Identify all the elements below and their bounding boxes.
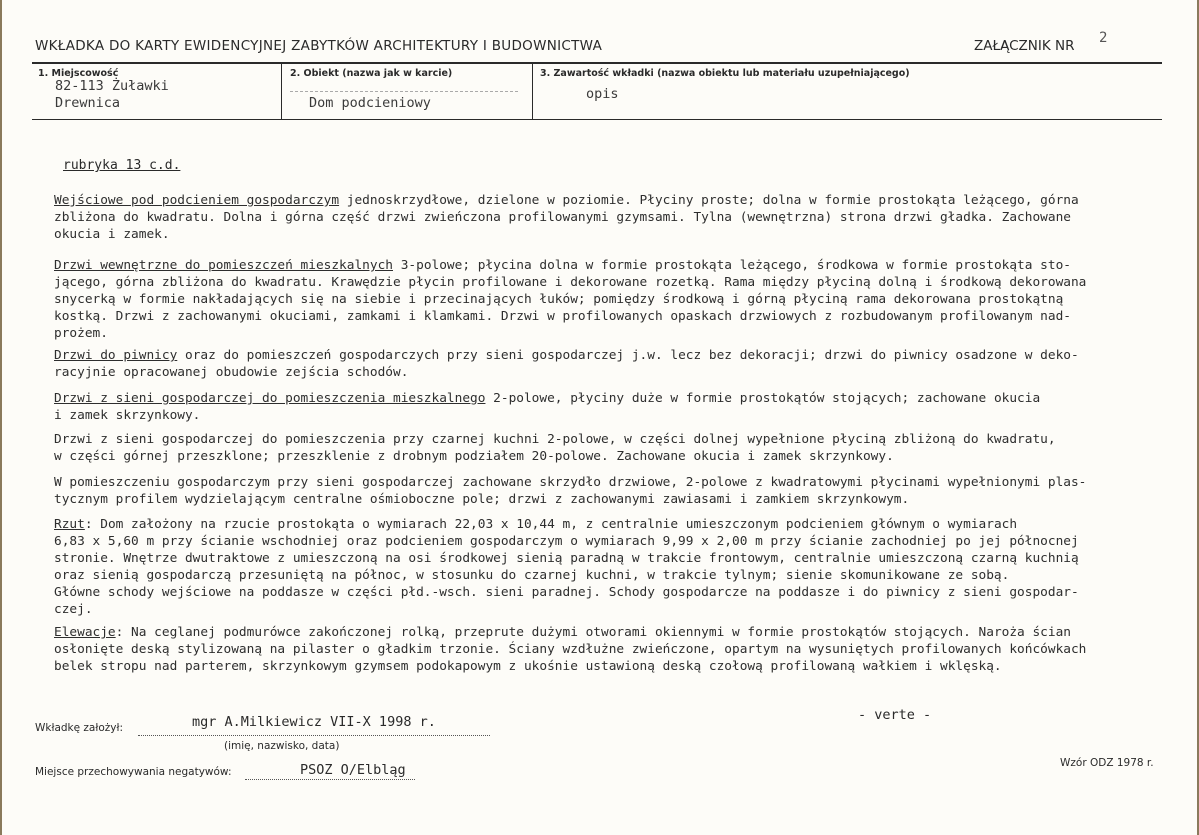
locality-line2: Drewnica — [55, 95, 121, 111]
paragraph-line: zbliżona do kwadratu. Dolna i górna część drzwi zwieńczona profilowanymi gzymsami. Tylna (wewnętrzna) strona drzwi gładka. Zachowane — [54, 210, 1071, 225]
paragraph-line: czej. — [54, 602, 93, 617]
column-divider-2 — [532, 64, 533, 120]
paragraph-line: 6,83 x 5,60 m przy ścianie wschodniej oraz podcieniem gospodarczym o wymiarach 9,99 x 2,00 m przy ścianie zachodniej po jej północnej — [54, 534, 1079, 549]
section-heading: rubryka 13 c.d. — [63, 158, 181, 173]
paragraph-line: W pomieszczeniu gospodarczym przy sieni gospodarczej zachowane skrzydło drzwiowe, 2-polowe z kwadratowymi płycinami wypełnionymi plas- — [54, 475, 1087, 490]
paragraph-line: Drzwi z sieni gospodarczej do pomieszczenia przy czarnej kuchni 2-polowe, w części dolnej wypełnione płyciną zbliżoną do kwadratu, — [54, 432, 1056, 447]
paragraph-lead: Drzwi wewnętrzne do pomieszczeń mieszkalnych — [54, 258, 393, 273]
contents-value: opis — [586, 86, 619, 102]
paragraph-line: : Dom założony na rzucie prostokąta o wymiarach 22,03 x 10,44 m, z centralnie umieszczonym podcieniem głównym o wymiarach — [84, 517, 1018, 532]
negatives-label: Miejsce przechowywania negatywów: — [35, 766, 232, 778]
paragraph-line: prożem. — [54, 326, 108, 341]
paragraph-line: w części górnej przeszklone; przeszklenie z drobnym podziałem 20-polowe. Zachowane okucia i zamek skrzynkowy. — [54, 449, 894, 464]
paragraph-lead: Drzwi z sieni gospodarczej do pomieszczenia mieszkalnego — [54, 391, 486, 406]
negatives-dotted-line — [245, 779, 415, 780]
created-by-value: mgr A.Milkiewicz VII-X 1998 r. — [192, 714, 436, 730]
form-identifier: Wzór ODZ 1978 r. — [1060, 757, 1154, 769]
paragraph-lead: Drzwi do piwnicy — [54, 348, 178, 363]
locality-line1: 82-113 Żuławki — [55, 78, 169, 94]
attachment-label: ZAŁĄCZNIK NR — [974, 38, 1075, 54]
attachment-number: 2 — [1099, 30, 1108, 46]
paragraph-line: oraz do pomieszczeń gospodarczych przy sieni gospodarczej j.w. lecz bez dekoracji; drzwi do piwnicy osadzone w deko- — [177, 348, 1079, 363]
paragraph-floor-plan — [54, 516, 1162, 618]
paragraph-lead: Elewacje — [54, 625, 116, 640]
paragraph-lead: Wejściowe pod podcieniem gospodarczym — [54, 193, 340, 208]
created-by-hint: (imię, nazwisko, data) — [224, 740, 340, 752]
paragraph-line: belek stropu nad parterem, skrzynkowym gzymsem podokapowym z ukośnie ustawioną deską czołową profilowaną wałkiem i wklęską. — [54, 659, 1002, 674]
paragraph-line: stronie. Wnętrze dwutraktowe z umieszczoną na osi środkowej sienią paradną w trakcie frontowym, centralnie umieszczoną czarną kuchnią — [54, 551, 1079, 566]
paragraph-line: 3-polowe; płycina dolna w formie prostokąta leżącego, środkowa w formie prostokąta sto- — [393, 258, 1071, 273]
paragraph-line: racyjnie opracowanej obudowie zejścia schodów. — [54, 365, 409, 380]
header-rule-bottom — [32, 119, 1162, 120]
paragraph-lead: Rzut — [54, 517, 85, 532]
paragraph-line: osłonięte deską stylizowaną na pilaster o gładkim trzonie. Ściany wzdłużne zwieńczone, opartym na wysuniętych profilowanych końcówkach — [54, 642, 1087, 657]
paragraph-utility-room-doors — [54, 474, 1162, 508]
paragraph-line: jednoskrzydłowe, dzielone w poziomie. Płyciny proste; dolna w formie prostokąta leżącego, górna — [339, 193, 1079, 208]
contents-label: 3. Zawartość wkładki (nazwa obiektu lub materiału uzupełniającego) — [540, 68, 910, 79]
column-divider-1 — [281, 64, 282, 120]
locality-label: 1. Miejscowość — [38, 68, 119, 79]
object-value: Dom podcieniowy — [309, 95, 431, 111]
card-title: WKŁADKA DO KARTY EWIDENCYJNEJ ZABYTKÓW ARCHITEKTURY I BUDOWNICTWA — [35, 38, 603, 54]
paragraph-elevations — [54, 624, 1162, 675]
paragraph-cellar-doors — [54, 347, 1162, 381]
paragraph-line: i zamek skrzynkowy. — [54, 408, 201, 423]
object-dotted-line — [290, 91, 518, 92]
paragraph-line: : Na ceglanej podmurówce zakończonej rolką, przeprute dużymi otworami okiennymi w formie prostokątów stojących. Naroża ścian — [115, 625, 1071, 640]
paragraph-line: okucia i zamek. — [54, 227, 170, 242]
paragraph-interior-doors — [54, 257, 1162, 342]
header-rule-top — [32, 62, 1162, 64]
paragraph-entrance-doors — [54, 192, 1162, 243]
paragraph-hall-doors — [54, 390, 1162, 424]
paragraph-line: jącego, górna zbliżona do kwadratu. Krawędzie płycin profilowane i dekorowane rozetką. Rama między płyciną dolną i środkową dekorowana — [54, 275, 1087, 290]
paragraph-line: Główne schody wejściowe na poddasze w części płd.-wsch. sieni paradnej. Schody gospodarcze na poddasze i do piwnicy z sieni gospodar- — [54, 585, 1079, 600]
paragraph-line: oraz sienią gospodarczą przesuniętą na północ, w stosunku do czarnej kuchni, w trakcie tylnym; sienie skomunikowane ze sobą. — [54, 568, 1010, 583]
created-by-label: Wkładkę założył: — [35, 722, 124, 734]
negatives-value: PSOZ O/Elbląg — [300, 762, 406, 778]
paragraph-line: 2-polowe, płyciny duże w formie prostokątów stojących; zachowane okucia — [485, 391, 1041, 406]
paragraph-kitchen-doors — [54, 431, 1162, 465]
paragraph-line: kostką. Drzwi z zachowanymi okuciami, zamkami i klamkami. Drzwi w profilowanych opaskach drzwiowych z rozbudowanym profilowanym nad- — [54, 309, 1071, 324]
paragraph-line: tycznym profilem wydzielającym centralne ośmioboczne pole; drzwi z zachowanymi zawiasami i zamkiem skrzynkowym. — [54, 492, 910, 507]
paragraph-line: snycerką w formie nakładających się na siebie i przecinających łuków; pomiędzy środkową i górną płyciną rama dekorowana prostokątną — [54, 292, 1064, 307]
created-by-dotted-line — [138, 735, 490, 736]
verte-note: - verte - — [858, 707, 932, 723]
object-label: 2. Obiekt (nazwa jak w karcie) — [290, 68, 453, 79]
